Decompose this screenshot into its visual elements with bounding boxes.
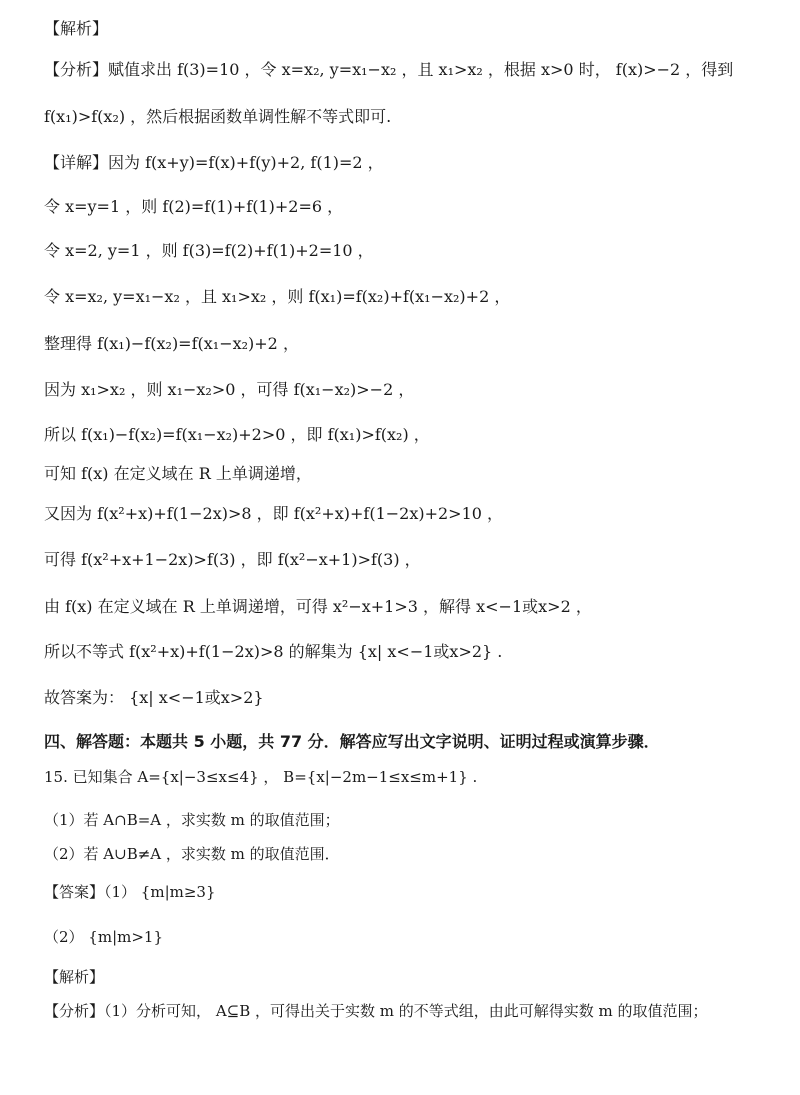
text-line-14: 由 f(x) 在定义域在 R 上单调递增，可得 x²−x+1>3 ，解得 x<−1或x>2 ， — [44, 597, 592, 616]
question-15-part-1: （1）若 A∩B=A ，求实数 m 的取值范围； — [44, 811, 340, 829]
text-line-9: 因为 x₁>x₂ ，则 x₁−x₂>0 ，可得 f(x₁−x₂)>−2 ， — [44, 380, 415, 399]
text-line-11: 可知 f(x) 在定义域在 R 上单调递增， — [44, 464, 312, 483]
section-heading: 四、解答题：本题共 5 小题，共 77 分．解答应写出文字说明、证明过程或演算步骤． — [44, 732, 660, 751]
text-line-7: 令 x=x₂, y=x₁−x₂ ，且 x₁>x₂ ，则 f(x₁)=f(x₂)+f(x₁−x₂)+2 ， — [44, 287, 511, 306]
analysis-line: 【分析】（1）分析可知， A⊆B ，可得出关于实数 m 的不等式组，由此可解得实数 m 的取值范围； — [44, 1002, 708, 1020]
text-line-10: 所以 f(x₁)−f(x₂)=f(x₁−x₂)+2>0 ，即 f(x₁)>f(x₂) ， — [44, 425, 430, 444]
text-line-15: 所以不等式 f(x²+x)+f(1−2x)>8 的解集为 {x| x<−1或x>2} . — [44, 642, 503, 661]
text-line-3: f(x₁)>f(x₂) ，然后根据函数单调性解不等式即可. — [44, 107, 392, 126]
answer-line-2: （2） {m|m>1} — [44, 928, 164, 946]
text-line-5: 令 x=y=1 ，则 f(2)=f(1)+f(1)+2=6 ， — [44, 197, 344, 216]
text-line-6: 令 x=2, y=1 ，则 f(3)=f(2)+f(1)+2=10 ， — [44, 241, 374, 260]
text-line-8: 整理得 f(x₁)−f(x₂)=f(x₁−x₂)+2 ， — [44, 334, 299, 353]
text-line-12: 又因为 f(x²+x)+f(1−2x)>8 ，即 f(x²+x)+f(1−2x)+2>10 ， — [44, 504, 504, 523]
text-line-13: 可得 f(x²+x+1−2x)>f(3) ，即 f(x²−x+1)>f(3) ， — [44, 550, 421, 569]
text-line-16: 故答案为： {x| x<−1或x>2} — [44, 688, 264, 707]
answer-line-1: 【答案】（1） {m|m≥3} — [44, 883, 216, 901]
analysis-heading: 【解析】 — [44, 968, 105, 986]
question-15-part-2: （2）若 A∪B≠A ，求实数 m 的取值范围． — [44, 845, 340, 863]
question-15: 15. 已知集合 A={x|−3≤x≤4} ， B={x|−2m−1≤x≤m+1} . — [44, 768, 478, 786]
text-line-4: 【详解】因为 f(x+y)=f(x)+f(y)+2, f(1)=2 ， — [44, 153, 384, 172]
text-line-1: 【解析】 — [44, 19, 109, 38]
text-line-2: 【分析】赋值求出 f(3)=10 ，令 x=x₂, y=x₁−x₂ ，且 x₁>x₂ ，根据 x>0 时， f(x)>−2 ，得到 — [44, 60, 734, 79]
